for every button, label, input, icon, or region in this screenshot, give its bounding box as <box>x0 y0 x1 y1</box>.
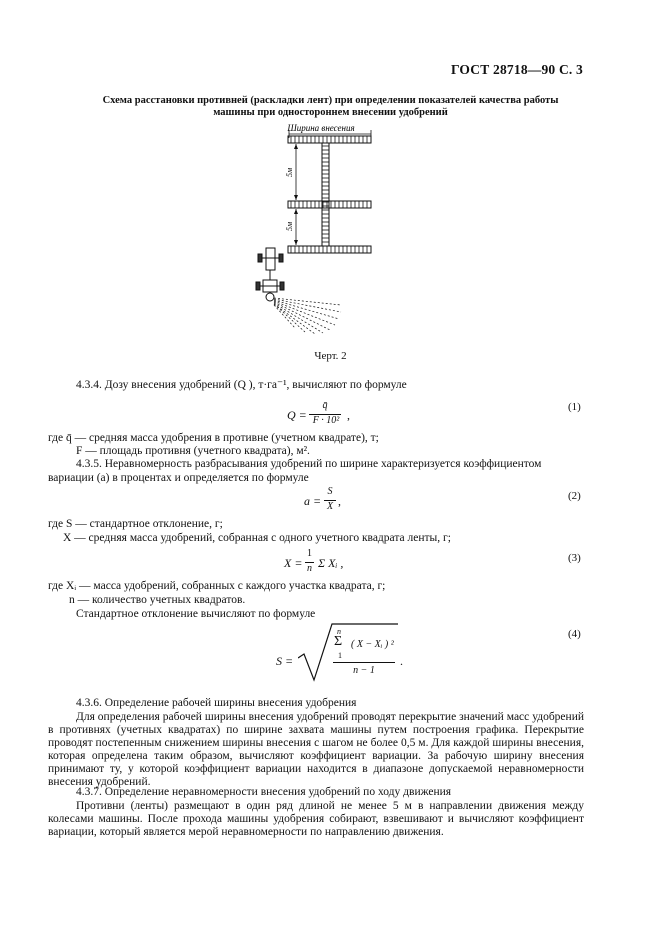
figure-title-line1: Схема расстановки противней (раскладки лент) при определении показателей качества работы <box>102 95 559 106</box>
equation-4 <box>276 620 446 682</box>
tray-strip-top <box>288 136 371 143</box>
equation-1-number: (1) <box>568 401 581 413</box>
equation-4-number: (4) <box>568 628 581 640</box>
equation-2-number: (2) <box>568 490 581 502</box>
section-4-3-5-line2: вариации (a) в процентах и определяется по формуле <box>48 472 309 484</box>
eq1-lhs: Q = <box>287 408 307 422</box>
equation-3-number: (3) <box>568 552 581 564</box>
spray-fan-icon <box>274 298 341 334</box>
distance-label-top: 5м <box>285 167 294 177</box>
where-2-b: X — средняя масса удобрений, собранная с одного учетного квадрата ленты, г; <box>63 532 451 544</box>
section-4-3-5-line1: 4.3.5. Неравномерность разбрасывания удобрений по ширине характеризуется коэффициентом <box>76 458 542 470</box>
section-4-3-6-body: Для определения рабочей ширины внесения удобрений проводят перекрытие значений масс удобрений в противнях (учетных квадратах) по ширине захвата машины путем построения графика. Перекрытие проводят постепенным снижением ширины внесения с шагом не более 0,5 м. Для каждой ширины внесения, которая определена таким образом, вычисляют коэффициент вариации. За рабочую ширину внесения принимают ту, у которой коэффициент вариации находится в диапазоне допускаемой неравномерности внесения удобрений. <box>48 711 584 788</box>
eq4-lower-limit: 1 <box>338 651 342 660</box>
equation-1 <box>287 400 367 430</box>
eq4-upper-limit: n <box>337 627 341 636</box>
section-4-3-6-title: 4.3.6. Определение рабочей ширины внесения удобрения <box>76 697 357 709</box>
where-1-a: где q̄ — средняя масса удобрения в противне (учетном квадрате), т; <box>48 432 379 444</box>
eq4-sigma: Σ <box>334 634 343 649</box>
eq2-tail: , <box>338 494 341 508</box>
eq3-numerator: 1 <box>307 548 312 559</box>
std-deviation-text: Стандартное отклонение вычисляют по формуле <box>76 608 316 620</box>
eq3-rest: Σ Xᵢ , <box>318 556 344 570</box>
where-3-a: где Xᵢ — масса удобрений, собранных с каждого участка квадрата, г; <box>48 580 386 592</box>
figure-title-line2: машины при одностороннем внесении удобрений <box>213 107 448 118</box>
eq2-numerator: S <box>327 486 333 497</box>
eq1-tail: , <box>347 408 350 422</box>
eq1-numerator: q̄ <box>322 400 328 411</box>
equation-2 <box>304 486 364 516</box>
distance-label-bottom: 5м <box>285 221 294 231</box>
section-4-3-7-body: Противни (ленты) размещают в один ряд длиной не менее 5 м в направлении движения между колесами машины. После прохода машины удобрения собирают, взвешивают и вычисляют коэффициент вариации, который является мерой неравномерности по направлению движения. <box>48 800 584 838</box>
eq4-denominator: n − 1 <box>353 665 375 676</box>
page-header: ГОСТ 28718—90 С. 3 <box>450 62 583 77</box>
eq4-lhs: S = <box>276 654 294 668</box>
spreader-machine-icon <box>256 248 284 301</box>
eq2-denominator: X <box>326 501 334 512</box>
eq4-numerator: ( X − Xᵢ ) ² <box>351 639 394 650</box>
figure-label: Черт. 2 <box>314 350 347 362</box>
section-4-3-4-text: 4.3.4. Дозу внесения удобрений (Q ), т·га⁻¹, вычисляют по формуле <box>76 379 407 391</box>
eq3-denominator: n <box>307 563 312 574</box>
where-1-b: F — площадь противня (учетного квадрата), м². <box>76 445 310 457</box>
eq4-fraction-bar <box>333 662 395 663</box>
working-width-label: Ширина внесения <box>287 123 355 133</box>
tray-strip-vertical <box>322 143 329 246</box>
eq2-lhs: a = <box>304 494 322 508</box>
where-3-b: n — количество учетных квадратов. <box>69 594 246 606</box>
equation-3 <box>284 548 364 578</box>
section-4-3-7-title: 4.3.7. Определение неравномерности внесения удобрений по ходу движения <box>76 786 452 798</box>
eq4-tail: . <box>400 654 403 668</box>
where-2-a: где S — стандартное отклонение, г; <box>48 518 223 530</box>
tray-strip-bottom <box>288 246 371 253</box>
tray-layout-diagram <box>245 120 385 340</box>
eq1-denominator: F · 10² <box>312 415 340 426</box>
eq3-lhs: X = <box>284 556 303 570</box>
